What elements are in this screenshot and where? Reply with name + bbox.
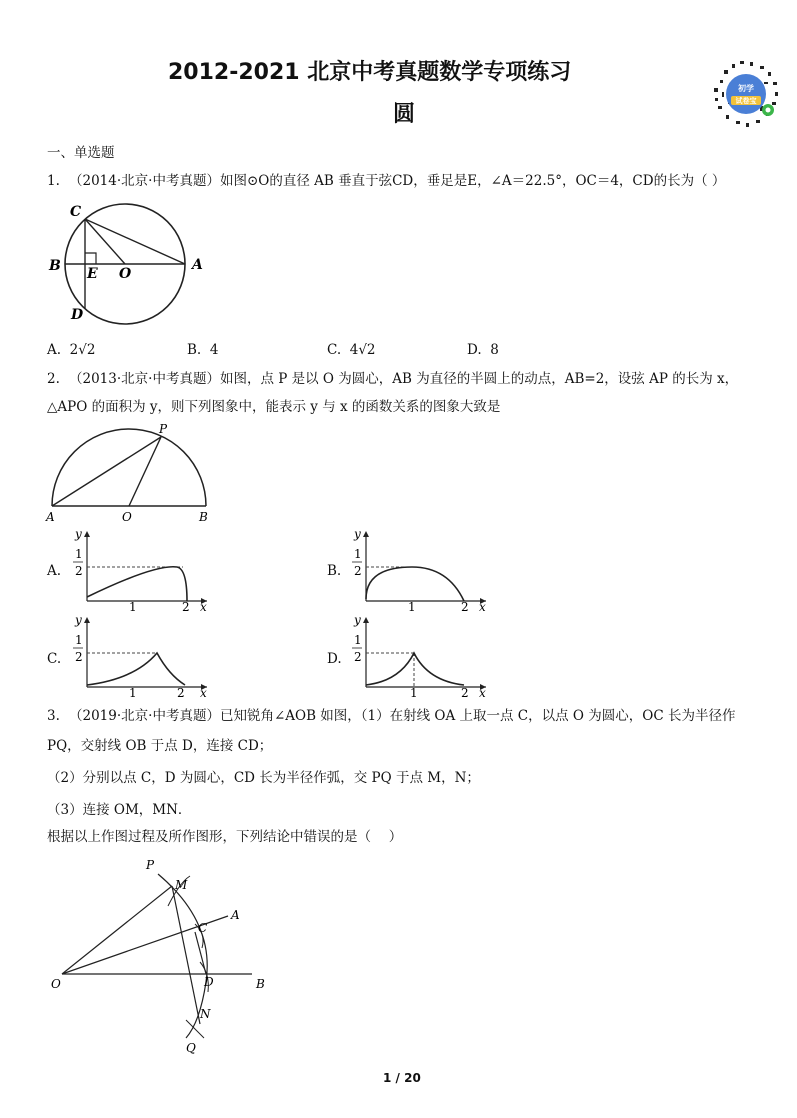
q2b-half-den: 2 [354,564,362,578]
q2-graph-b [344,527,494,613]
q3-label-b: B [256,977,265,991]
q2-graph-a [65,527,215,613]
q2-text-line2: △APO 的面积为 y，则下列图象中，能表示 y 与 x 的函数关系的图象大致是 [47,399,501,415]
q3-text-line2: PQ，交射线 OB 于点 D，连接 CD； [47,738,273,754]
q1-option-b: B. 4 [187,342,219,358]
q2d-y-label: y [354,613,361,627]
q3-label-p: P [146,858,155,872]
q3-label-o: O [51,977,61,991]
q1-number: 1. [47,173,60,189]
q2-option-d: D. [327,651,342,667]
q2d-x-label: x [479,686,486,699]
q2d-half-num: 1 [354,633,362,647]
q2-label-b: B [199,510,208,524]
q2d-tick-1: 1 [410,686,418,699]
q1-label-o: O [119,266,132,282]
q2b-y-label: y [354,527,361,541]
q2b-half-num: 1 [354,547,362,561]
q2c-tick-2: 2 [177,686,185,699]
q2a-tick-1: 1 [129,600,137,613]
q2a-tick-2: 2 [182,600,190,613]
q2-option-c: C. [47,651,62,667]
q3-label-d: D [204,975,214,989]
q3-label-c: C [198,921,208,935]
q1-text: （2014·北京·中考真题）如图⊙O的直径 AB 垂直于弦CD，垂足是E，∠A＝22.5°，OC＝4，CD的长为（ ） [69,173,726,189]
q2d-tick-2: 2 [461,686,469,699]
q1-option-d: D. 8 [467,342,499,358]
logo-text-top: 初学 [738,83,754,93]
q2-option-a: A. [47,563,62,579]
q2-number: 2. [47,371,60,387]
q2-label-o: O [122,510,132,524]
q2c-half-num: 1 [75,633,83,647]
q3-label-q: Q [186,1041,196,1055]
q1-label-d: D [71,307,84,323]
q2a-half-num: 1 [75,547,83,561]
q2b-tick-2: 2 [461,600,469,613]
q3-text-line5: 根据以上作图过程及所作图形，下列结论中错误的是（ ） [47,829,403,845]
q3-number: 3. [47,708,60,724]
q2b-tick-1: 1 [408,600,416,613]
q2-label-p: P [159,422,168,436]
q2a-y-label: y [75,527,82,541]
q2a-half-den: 2 [75,564,83,578]
q3-text-line3: （2）分别以点 C，D 为圆心，CD 长为半径作弧，交 PQ 于点 M，N； [47,770,480,786]
q1-option-c: C. 4√2 [327,342,376,358]
q2-graph-d [344,613,494,699]
q2c-half-den: 2 [75,650,83,664]
q1-label-c: C [70,204,82,220]
logo-text-bottom: 试卷宝 [735,96,757,105]
page-subtitle: 圆 [393,102,416,127]
qr-logo [710,58,782,130]
q1-option-a: A. 2√2 [47,342,96,358]
q3-label-m: M [175,878,188,892]
q2a-x-label: x [200,600,207,613]
q1-label-b: B [49,258,61,274]
q3-figure [40,852,280,1062]
q2c-y-label: y [75,613,82,627]
q3-label-a: A [231,908,240,922]
q3-label-n: N [200,1007,211,1021]
q2c-x-label: x [200,686,207,699]
q1-label-a: A [192,257,203,273]
q2-text-line1: （2013·北京·中考真题）如图，点 P 是以 O 为圆心，AB 为直径的半圆上的动点，AB=2，设弦 AP 的长为 x， [69,371,739,387]
q1-label-e: E [87,266,98,282]
q3-text-line1: （2019·北京·中考真题）已知锐角∠AOB 如图，（1）在射线 OA 上取一点 C，以点 O 为圆心，OC 长为半径作 [69,708,736,724]
q2c-tick-1: 1 [129,686,137,699]
q2b-x-label: x [479,600,486,613]
q2-graph-c [65,613,215,699]
q2-figure [40,420,220,528]
q3-text-line4: （3）连接 OM，MN． [47,802,192,818]
page-number: 1 / 20 [383,1071,421,1085]
q1-figure [40,198,215,330]
q2-label-a: A [46,510,55,524]
page-title: 2012-2021 北京中考真题数学专项练习 [168,60,572,85]
q2-option-b: B. [327,563,342,579]
q2d-half-den: 2 [354,650,362,664]
section-header: 一、单选题 [47,145,115,161]
